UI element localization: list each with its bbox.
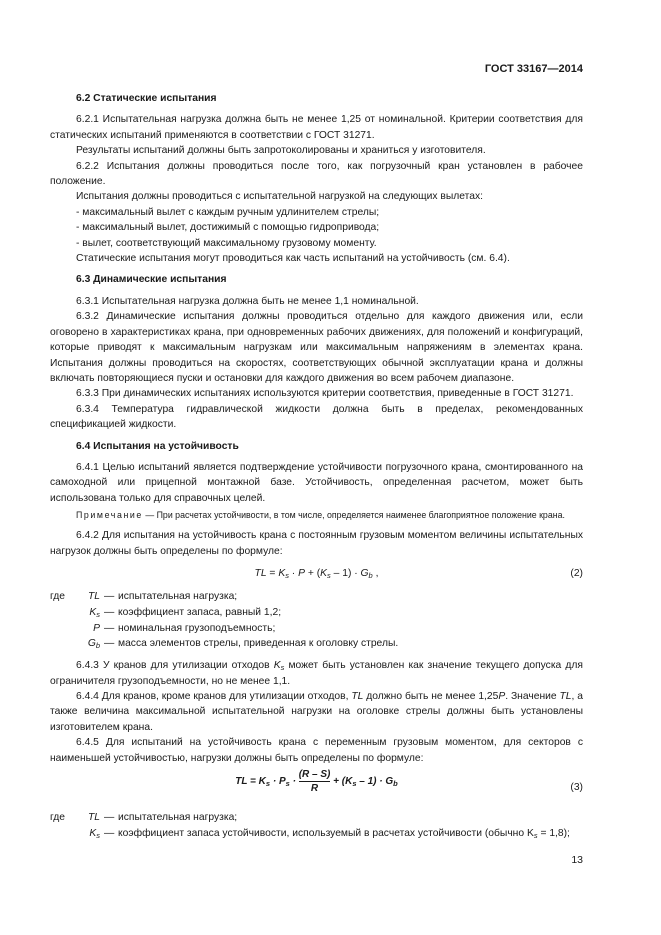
paragraph: 6.4.4 Для кранов, кроме кранов для утилизации отходов, TL должно быть не менее 1,25P. Значение TL, а также величина максимальной испытательной нагрузки на оголовке стрелы должны быть установлены изготовителем крана. xyxy=(50,690,583,733)
variable-description: испытательная нагрузка; xyxy=(118,590,238,602)
variable-description: масса элементов стрелы, приведенная к оголовку стрелы. xyxy=(118,638,399,650)
paragraph: 6.3.3 При динамических испытаниях используются критерии соответствия, приведенные в ГОСТ 31271. xyxy=(76,388,574,400)
where-label: где xyxy=(50,590,66,602)
variable-symbol: P xyxy=(93,622,100,634)
note xyxy=(50,509,583,522)
paragraph: 6.2.1 Испытательная нагрузка должна быть не менее 1,25 от номинальной. Критерии соответствия для статических испытаний применяются в соответствии с ГОСТ 31271. xyxy=(50,114,583,141)
paragraph: 6.4.1 Целью испытаний является подтверждение устойчивости погрузочного крана, смонтированного на самоходной или прицепной монтажной базе. Устойчивость, определенная расчетом, может быть использована только для справочных целей. xyxy=(50,461,583,504)
paragraph: Результаты испытаний должны быть запротоколированы и храниться у изготовителя. xyxy=(76,145,486,157)
paragraph: 6.4.3 У кранов для утилизации отходов $K_s$ может быть установлен как значение текущего допуска для ограничителя грузоподъемности, но не менее 1,1. xyxy=(50,660,583,687)
variable-description: коэффициент запаса устойчивости, используемый в расчетах устойчивости (обычно $K_s = 1,8$); xyxy=(118,827,570,840)
document-header: ГОСТ 33167—2014 xyxy=(484,63,583,75)
variable-symbol: K xyxy=(89,606,97,618)
variable-definitions: где TL — испытательная нагрузка; $K_s$ — коэффициент запаса, равный 1,2; P — номинальная грузоподъемность; $G_b$ — масса элементов стрелы, приведенная к оголовку стрелы. xyxy=(50,589,583,652)
list-item: - максимальный вылет с каждым ручным удлинителем стрелы; xyxy=(76,206,380,218)
variable-symbol: G xyxy=(87,638,96,650)
variable-symbol: TL xyxy=(87,590,100,602)
note-label: Примечание xyxy=(76,510,143,521)
list-item: - максимальный вылет, достижимый с помощью гидропривода; xyxy=(76,222,380,234)
section-title-6-4: 6.4 Испытания на устойчивость xyxy=(76,440,239,452)
paragraph: 6.3.4 Температура гидравлической жидкости должна быть в пределах, рекомендованных спецификацией жидкости. xyxy=(50,403,583,431)
paragraph: 6.3.1 Испытательная нагрузка должна быть не менее 1,1 номинальной. xyxy=(76,295,419,307)
paragraph: Испытания должны проводиться с испытательной нагрузкой на следующих вылетах: xyxy=(76,191,484,203)
note-text: — При расчетах устойчивости, в том числе, определяется наименее благоприятное положение крана. xyxy=(142,510,565,521)
formula-3 xyxy=(50,766,583,810)
variable-definitions: где TL — испытательная нагрузка; $K_s$ — коэффициент запаса устойчивости, используемый в расчетах устойчивости (обычно $K_s = 1,8$); xyxy=(50,810,583,842)
variable-symbol: K xyxy=(89,827,97,839)
variable-description: испытательная нагрузка; xyxy=(118,812,238,823)
formula-expression: TL = $K_s \cdot P_s$ · $\frac{(R - S)}{R}$ + $(K_s - 1) \cdot G_b$ xyxy=(235,769,398,794)
formula-number: (2) xyxy=(570,567,583,579)
paragraph: 6.4.2 Для испытания на устойчивость крана с постоянным грузовым моментом величины испытательных нагрузок должны быть определены по формуле: xyxy=(50,530,583,557)
variable-symbol: TL xyxy=(87,812,100,823)
paragraph: 6.2.2 Испытания должны проводиться после того, как погрузочный кран установлен в рабочее положение. xyxy=(50,160,583,188)
fraction: $\frac{(R - S)}{R}$ xyxy=(298,769,331,794)
variable-description: номинальная грузоподъемность; xyxy=(118,622,276,634)
paragraph: 6.4.5 Для испытаний на устойчивость крана с переменным грузовым моментом, для секторов с наименьшей устойчивостью, нагрузки должны быть определены по формуле: xyxy=(50,737,583,764)
formula-number: (3) xyxy=(570,782,583,793)
section-title-6-3: 6.3 Динамические испытания xyxy=(76,274,227,286)
list-item: - вылет, соответствующий максимальному грузовому моменту. xyxy=(76,237,377,249)
where-label: где xyxy=(50,812,66,823)
section-title-6-2: 6.2 Статические испытания xyxy=(76,93,217,104)
paragraph: Статические испытания могут проводиться как часть испытаний на устойчивость (см. 6.4). xyxy=(76,253,510,265)
paragraph: 6.3.2 Динамические испытания должны проводиться отдельно для каждого движения или, если оговорено в характеристиках крана, при одновременных рабочих движениях, для положений и конфигураций, которые приводят к максимальным нагрузкам или максимальным напряжениям в элементах крана. Испытания должны проводиться на скоростях, соответствующих обычной эксплуатации крана и должны включать повторяющиеся пуски и остановки для каждого движения во всем рабочем диапазоне. xyxy=(50,311,583,384)
document-body xyxy=(50,91,583,842)
formula-expression: TL = $K_s \cdot P + (K_s - 1) \cdot G_b$ , xyxy=(254,567,379,580)
variable-description: коэффициент запаса, равный 1,2; xyxy=(118,606,282,618)
page-number: 13 xyxy=(571,854,583,866)
formula-2 xyxy=(50,559,583,589)
